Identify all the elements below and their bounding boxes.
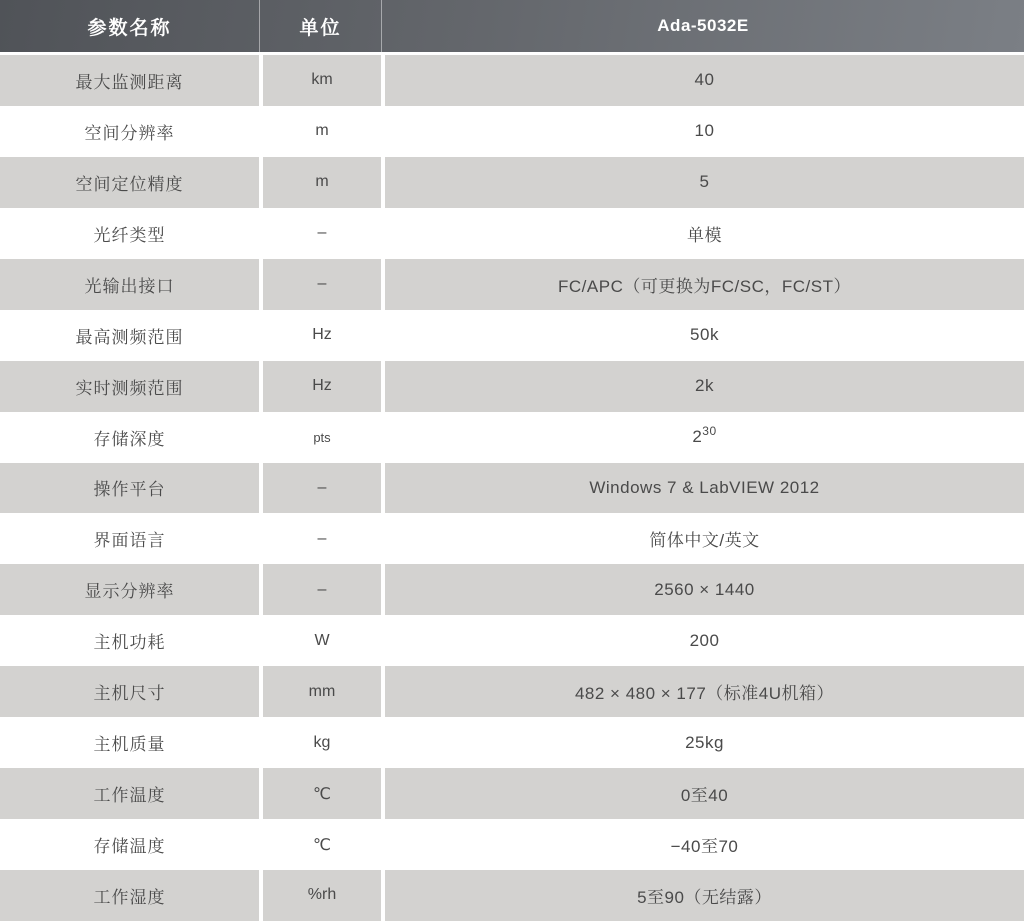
unit-cell: km	[259, 55, 381, 106]
param-name-cell: 界面语言	[93, 531, 166, 551]
table-row	[0, 310, 1024, 361]
unit-cell: –	[259, 564, 381, 615]
param-name-cell: 最高测频范围	[75, 327, 184, 347]
param-name-cell: 空间定位精度	[75, 174, 184, 194]
value-cell: 0至40	[381, 768, 1024, 819]
table-body	[0, 55, 1024, 921]
param-name-cell: 工作湿度	[93, 887, 166, 907]
table-row	[0, 819, 1024, 870]
value-cell: 2560 × 1440	[381, 564, 1024, 615]
table-row	[0, 564, 1024, 615]
table-row	[0, 870, 1024, 921]
table-row	[0, 412, 1024, 463]
header-unit: 单位	[259, 0, 381, 52]
value-cell: 10	[381, 106, 1024, 157]
unit-cell: %rh	[259, 870, 381, 921]
value-cell: 单模	[381, 208, 1024, 259]
table-row	[0, 106, 1024, 157]
unit-cell: m	[259, 157, 381, 208]
unit-cell: ℃	[259, 819, 381, 870]
unit-cell: m	[259, 106, 381, 157]
param-name-cell: 主机尺寸	[93, 684, 166, 704]
table-row	[0, 768, 1024, 819]
value-cell: 5	[381, 157, 1024, 208]
table-row	[0, 717, 1024, 768]
unit-cell: –	[259, 463, 381, 514]
param-name-cell: 光输出接口	[84, 276, 175, 296]
unit-cell: –	[259, 513, 381, 564]
param-name-cell: 光纤类型	[93, 225, 166, 245]
unit-cell: pts	[259, 412, 381, 463]
value-cell: 50k	[381, 310, 1024, 361]
table-row	[0, 513, 1024, 564]
value-cell: 简体中文/英文	[381, 513, 1024, 564]
unit-cell: ℃	[259, 768, 381, 819]
header-param-name: 参数名称	[87, 17, 172, 39]
value-cell: 2k	[381, 361, 1024, 412]
value-cell: −40至70	[381, 819, 1024, 870]
table-header-row	[0, 0, 1024, 55]
value-cell: 25kg	[381, 717, 1024, 768]
unit-cell: –	[259, 259, 381, 310]
param-name-cell: 主机质量	[93, 735, 166, 755]
param-name-cell: 实时测频范围	[75, 378, 184, 398]
unit-cell: kg	[259, 717, 381, 768]
param-name-cell: 最大监测距离	[75, 72, 184, 92]
value-cell: 40	[381, 55, 1024, 106]
value-cell: 200	[381, 615, 1024, 666]
unit-cell: –	[259, 208, 381, 259]
table-row	[0, 615, 1024, 666]
param-name-cell: 显示分辨率	[84, 582, 175, 602]
unit-cell: Hz	[259, 310, 381, 361]
unit-cell: W	[259, 615, 381, 666]
value-cell: Windows 7 & LabVIEW 2012	[381, 463, 1024, 514]
value-cell: 2 $^{30}$	[381, 412, 1024, 463]
param-name-cell: 空间分辨率	[84, 123, 175, 143]
param-name-cell: 存储温度	[93, 837, 166, 857]
table-row	[0, 463, 1024, 514]
param-name-cell: 存储深度	[93, 429, 166, 449]
table-row	[0, 208, 1024, 259]
unit-cell: mm	[259, 666, 381, 717]
param-name-cell: 工作温度	[93, 786, 166, 806]
value-cell: FC/APC（可更换为FC/SC，FC/ST）	[381, 259, 1024, 310]
table-row	[0, 55, 1024, 106]
table-row	[0, 361, 1024, 412]
table-row	[0, 666, 1024, 717]
param-name-cell: 主机功耗	[93, 633, 166, 653]
param-name-cell: 操作平台	[93, 480, 166, 500]
value-cell: 5至90（无结露）	[381, 870, 1024, 921]
table-row	[0, 259, 1024, 310]
unit-cell: Hz	[259, 361, 381, 412]
value-cell: 482 × 480 × 177（标准4U机箱）	[381, 666, 1024, 717]
table-row	[0, 157, 1024, 208]
header-model-ada-5032e: Ada-5032E	[381, 0, 1024, 52]
